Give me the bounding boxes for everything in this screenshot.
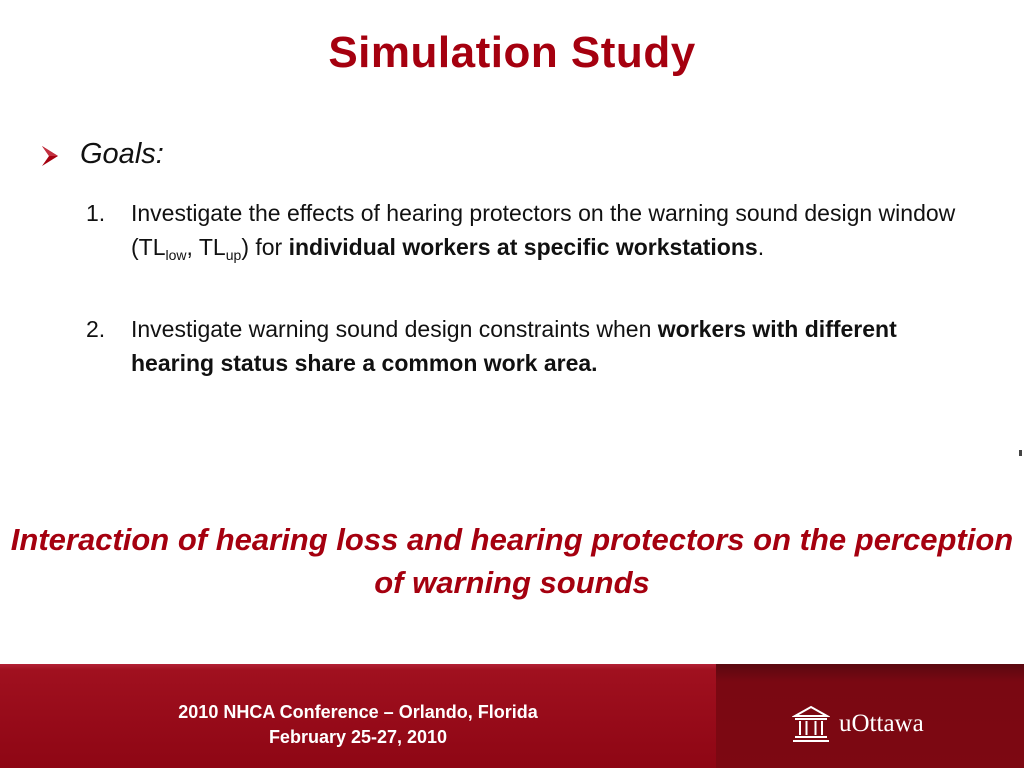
footer-line-2: February 25-27, 2010 xyxy=(268,727,448,747)
goal-item-1 xyxy=(86,196,966,264)
logo-wordmark: uOttawa xyxy=(839,710,924,737)
arrow-bullet-icon xyxy=(40,145,60,167)
footer-line-1: 2010 NHCA Conference – Orlando, Florida xyxy=(178,702,538,722)
slide-title: Simulation Study xyxy=(328,28,696,77)
goal-number: 1. xyxy=(86,200,106,226)
goals-label: Goals: xyxy=(80,138,164,170)
goal-text: Investigate the effects of hearing protectors on the warning sound design window ($TL_{low}$, $TL_{up}$) for individual workers at specific workstations. xyxy=(131,200,956,263)
footer-left-panel xyxy=(0,664,716,768)
goal-text: Investigate warning sound design constraints when workers with different hearing status share a common work area. xyxy=(131,316,897,376)
goal-item-2 xyxy=(86,312,966,380)
footer-conference-info xyxy=(0,700,716,750)
slide-tagline: Interaction of hearing loss and hearing protectors on the perception of warning sounds xyxy=(10,522,1014,600)
building-icon xyxy=(792,704,830,744)
stray-mark xyxy=(1019,450,1022,456)
goal-number: 2. xyxy=(86,316,106,342)
